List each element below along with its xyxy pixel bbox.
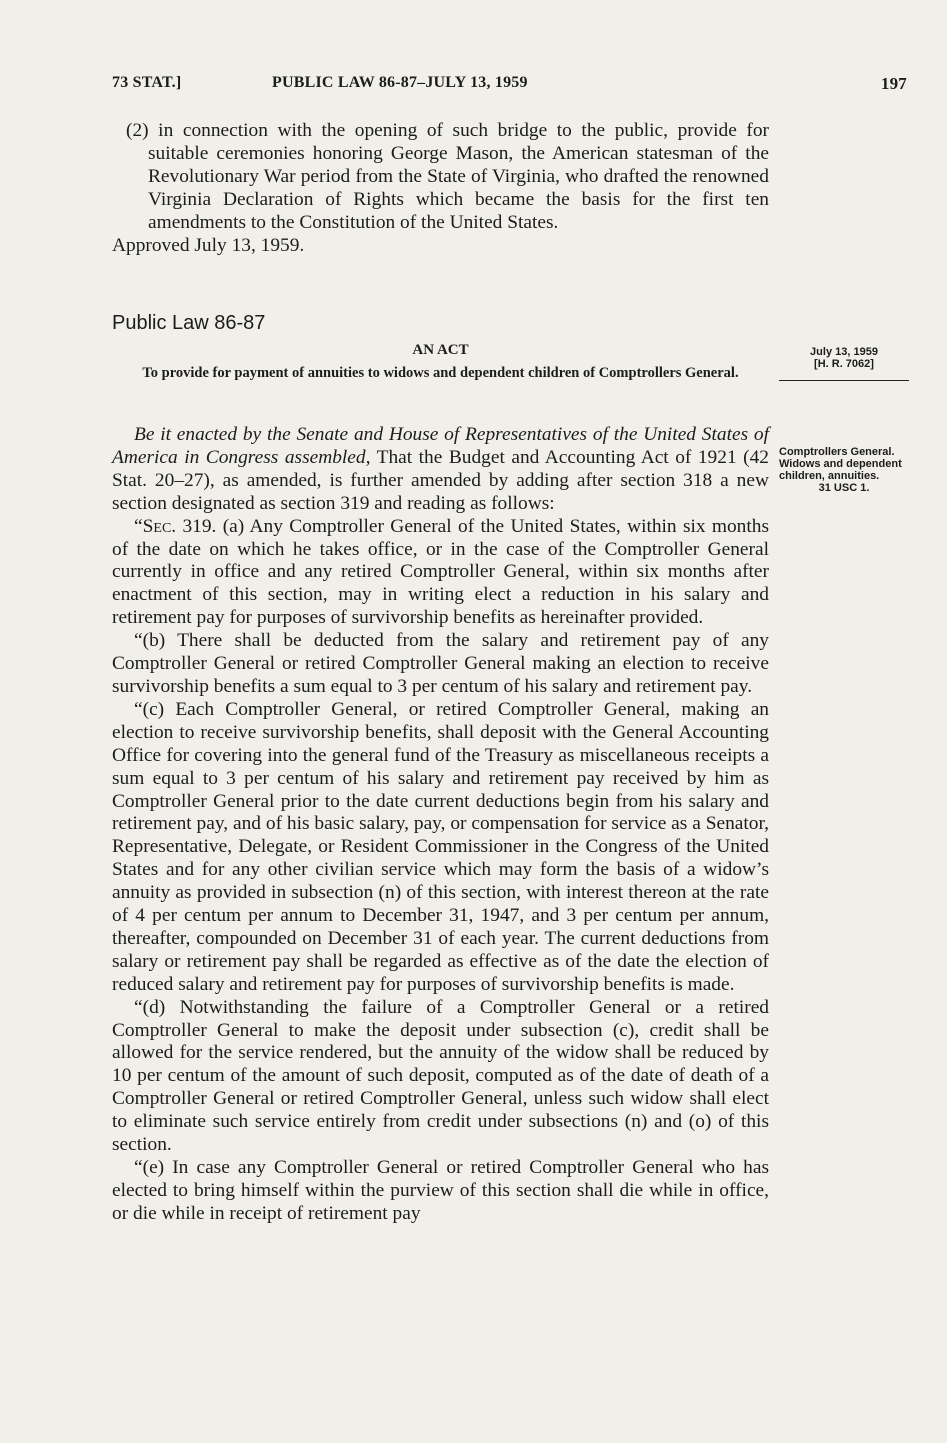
margin-topic-comptrollers: Comptrollers General. — [779, 446, 895, 458]
section-319-d: “(d) Notwithstanding the failure of a Comptroller General or a retired Comptroller General to make the deposit under subsection (c), credit shall be allowed for the service rendered, but the annuity of the widow shall be reduced by 10 per centum of the amount of such deposit, computed as of the date of death of a Comptroller General or retired Comptroller General, unless such widow shall elect to eliminate such service entirely from credit under subsections (n) and (o) of this section. — [112, 996, 769, 1156]
enacting-clause-italic: Be it enacted by the Senate and House of Representatives of the United States of America in Congress assembled, — [112, 424, 769, 468]
page-number: 197 — [880, 74, 907, 93]
public-law-number: Public Law 86-87 — [112, 312, 266, 334]
act-heading: AN ACT — [412, 342, 469, 358]
section-319-a-text: 319. (a) Any Comptroller General of the United States, within six months of the date on which he takes office, or in the case of the Comptroller General currently in office and any retired Comptroller General, within six months after enactment of this section, may in writing elect a reduction in his salary and retirement pay for purposes of survivorship benefits as hereinafter provided. — [112, 515, 769, 629]
margin-date: July 13, 1959 — [810, 346, 878, 358]
act-title: To provide for payment of annuities to widows and dependent children of Comptrollers General. — [142, 365, 739, 381]
section-319-e: “(e) In case any Comptroller General or retired Comptroller General who has elected to bring himself within the purview of this section shall die while in office, or die while in receipt of retirement pay — [112, 1157, 769, 1224]
volume-reference: 73 STAT.] — [112, 74, 182, 91]
margin-divider — [779, 380, 909, 381]
margin-topic-widows: Widows and dependent children, annuities. — [779, 458, 902, 482]
enacting-clause-text: That the Budget and Accounting Act of 1921 (42 Stat. 20–27), as amended, is further amended by adding after section 318 a new section designated as section 319 and reading as follows: — [112, 446, 769, 514]
margin-citation: 31 USC 1. — [818, 482, 870, 494]
approval-line: Approved July 13, 1959. — [112, 234, 305, 256]
enacting-clause — [112, 424, 769, 516]
margin-topic-note — [779, 446, 909, 494]
act-body — [112, 424, 769, 1226]
section-319-a — [112, 516, 769, 631]
margin-bill-number: [H. R. 7062] — [814, 358, 874, 370]
section-label: “Sec. — [134, 515, 177, 537]
section-319-b: “(b) There shall be deducted from the salary and retirement pay of any Comptroller General or retired Comptroller General making an election to receive survivorship benefits a sum equal to 3 per centum of his salary and retirement pay. — [112, 630, 769, 697]
carryover-paragraph: (2) in connection with the opening of such bridge to the public, provide for suitable ceremonies honoring George Mason, the American statesman of the Revolutionary War period from the State of Virginia, who drafted the renowned Virginia Declaration of Rights which became the basis for the first ten amendments to the Constitution of the United States. — [126, 120, 769, 233]
margin-date-note — [779, 346, 909, 370]
section-319-c: “(c) Each Comptroller General, or retired Comptroller General, making an election to receive survivorship benefits, shall deposit with the General Accounting Office for covering into the general fund of the Treasury as miscellaneous receipts a sum equal to 3 per centum of his salary and retirement pay received by him as Comptroller General prior to the date current deductions begin from his salary and retirement pay, and of his basic salary, pay, or compensation for service as a Senator, Representative, Delegate, or Resident Commissioner in the Congress of the United States and for any other civilian service which may form the basis of a widow’s annuity as provided in subsection (n) of this section, with interest thereon at the rate of 4 per centum per annum to December 31, 1947, and 3 per centum per annum, thereafter, compounded on December 31 of each year. The current deductions from salary or retirement pay shall be regarded as effective as of the date the election of reduced salary and retirement pay for purposes of survivorship benefits is made. — [112, 698, 769, 995]
running-title: PUBLIC LAW 86-87–JULY 13, 1959 — [272, 74, 528, 91]
carryover-section — [112, 120, 769, 257]
